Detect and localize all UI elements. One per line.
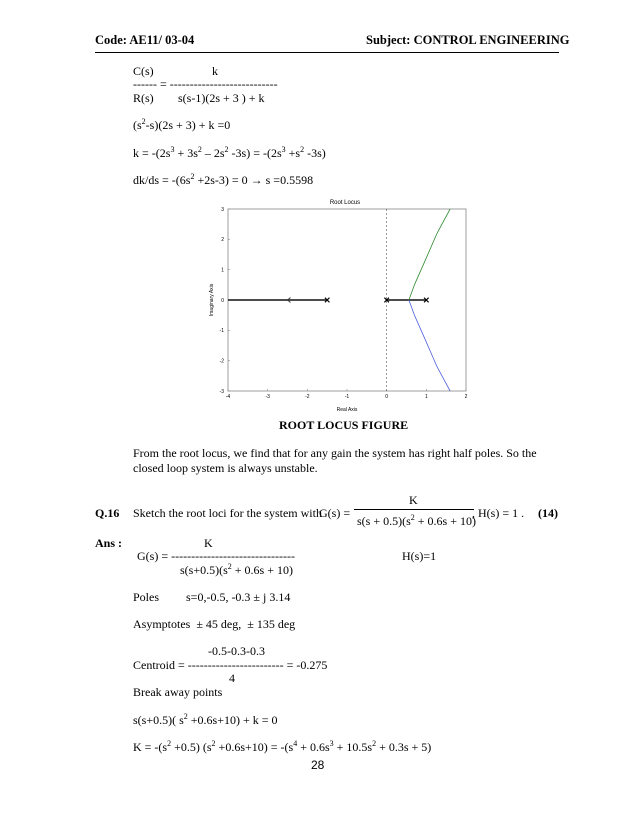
g-denominator: $s(s + 0.5)(s^2 + 0.6s + 10)$ <box>357 513 476 528</box>
char-equation: $(s^2-s)(2s + 3) + k =0$ <box>133 117 231 132</box>
figure-caption: ROOT LOCUS FIGURE <box>279 418 409 432</box>
question-marks: (14) <box>538 506 558 520</box>
y-tick-label: -2 <box>219 358 224 365</box>
y-tick-label: 1 <box>221 267 224 274</box>
paragraph-line-1: From the root locus, we find that for any gain the system has right half poles. So the <box>133 446 537 460</box>
x-tick-label: 2 <box>464 394 468 400</box>
h-equals: , H(s) = 1 . <box>472 506 525 520</box>
centroid-line: Centroid = ------------------------ = -0.275 <box>133 658 328 672</box>
dk-ds-equation: $dk/ds = -(6s^2 +2s-3) = 0 \to s =0.5598$ <box>133 172 314 187</box>
locus-branch <box>409 209 450 300</box>
k-expression: $k = -(2s^3 + 3s^2 - 2s^2$ $-3s) = -(2s^3 +s^2$ -3s) <box>133 145 326 160</box>
root-locus-chart <box>205 193 475 418</box>
y-tick-label: -3 <box>219 388 224 395</box>
answer-tf-line: G(s) = ------------------------------- <box>137 549 295 563</box>
tf-numer-right: k <box>212 64 218 78</box>
poles-line: Poles s=0,-0.5, -0.3 ± j 3.14 <box>133 590 291 604</box>
tf-denom-right: s(s-1)(2s + 3 ) + k <box>178 91 265 105</box>
centroid-numer: -0.5-0.3-0.3 <box>208 644 265 658</box>
locus-branch <box>409 300 450 391</box>
header-code: Code: AE11/ 03-04 <box>95 33 195 47</box>
x-tick-label: -3 <box>265 394 270 400</box>
centroid-denom: 4 <box>229 671 235 685</box>
y-tick-label: 0 <box>221 297 224 304</box>
x-tick-label: -2 <box>305 394 310 400</box>
asymptotes-line: Asymptotes ± 45 deg, ± 135 deg <box>133 617 296 631</box>
header-rule <box>95 52 559 53</box>
answer-tf-numer: K <box>204 536 213 550</box>
x-tick-label: -1 <box>344 394 350 400</box>
breakaway-eq-2: $K = -(s^2 +0.5)$ $(s^2 +0.6s+10) = -(s^4 + 0.6s^3 + 10.5s^2 + 0.3s + 5)$ <box>133 739 432 754</box>
g-label: G(s) = <box>319 506 351 520</box>
header-subject: Subject: CONTROL ENGINEERING <box>366 33 570 47</box>
answer-h: H(s)=1 <box>402 549 437 563</box>
question-text: Sketch the root loci for the system with <box>133 506 322 520</box>
answer-label: Ans : <box>95 536 123 550</box>
breakaway-heading: Break away points <box>133 685 223 699</box>
paragraph-line-2: closed loop system is always unstable. <box>133 461 318 475</box>
g-fraction-bar <box>354 509 474 510</box>
g-numerator: K <box>409 493 418 507</box>
question-number: Q.16 <box>95 506 120 520</box>
y-tick-label: 3 <box>221 206 224 213</box>
x-tick-label: 0 <box>385 394 389 400</box>
page-number: 28 <box>311 758 325 772</box>
x-tick-label: 1 <box>424 394 428 400</box>
chart-title: Root Locus <box>329 200 361 206</box>
y-tick-label: -1 <box>219 328 224 335</box>
tf-dash: ------ = --------------------------- <box>133 77 278 91</box>
answer-tf-denom: $s(s+0.5)(s^2 + 0.6s + 10)$ <box>180 562 293 577</box>
x-axis-label: Real Axis <box>336 407 358 413</box>
y-tick-label: 2 <box>221 237 224 244</box>
x-tick-label: -4 <box>225 394 231 400</box>
tf-denom-left: R(s) <box>133 91 154 105</box>
breakaway-eq-1: s(s+0.5)( $s^2 +0.6s+10) + k = 0$ <box>133 712 278 727</box>
tf-numer-left: C(s) <box>133 64 154 78</box>
y-axis-label: Imaginary Axis <box>209 283 215 317</box>
